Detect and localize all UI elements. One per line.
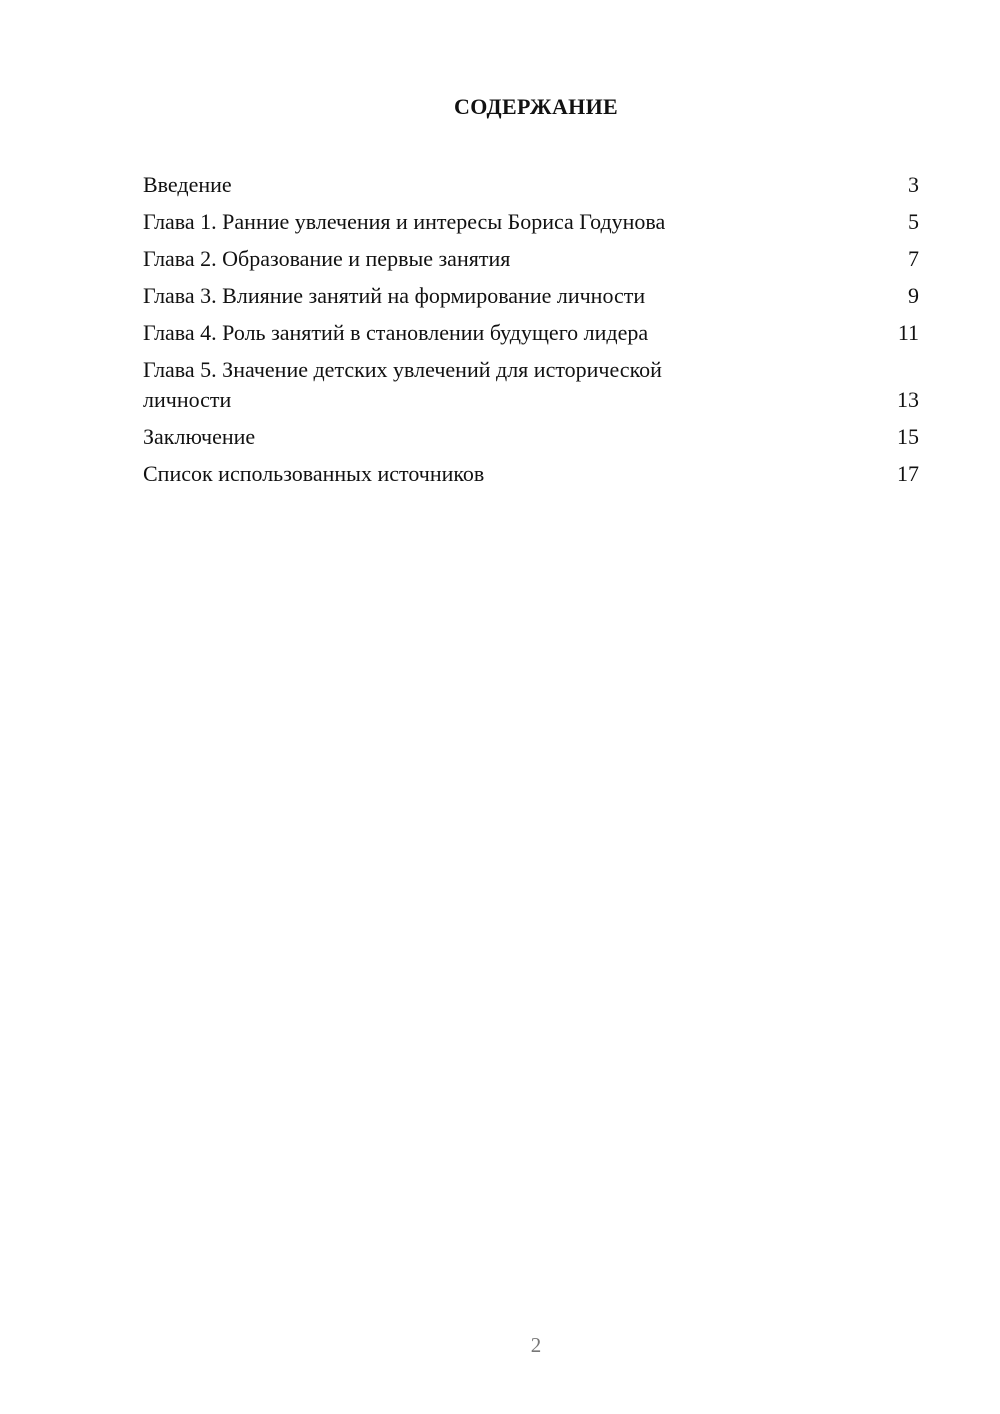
toc-list <box>143 170 919 496</box>
toc-entry-page: 7 <box>908 246 919 271</box>
toc-entry-page: 11 <box>897 320 919 345</box>
toc-entry <box>143 355 919 415</box>
toc-entry-page: 15 <box>897 424 919 449</box>
toc-entry-text: Глава 5. Значение детских увлечений для исторической личности <box>143 357 662 412</box>
toc-entry-text: Глава 3. Влияние занятий на формирование личности <box>143 283 646 308</box>
toc-entry-text: Введение <box>143 172 232 197</box>
toc-entry <box>143 207 919 237</box>
toc-entry-page: 9 <box>908 283 919 308</box>
toc-entry-page: 13 <box>897 387 919 412</box>
toc-entry-page: 17 <box>897 461 919 486</box>
toc-entry <box>143 244 919 274</box>
toc-entry <box>143 422 919 452</box>
page-number: 2 <box>530 1333 542 1357</box>
toc-entry <box>143 459 919 489</box>
toc-entry-page: 5 <box>908 209 919 234</box>
toc-entry <box>143 170 919 200</box>
toc-entry-text: Глава 1. Ранние увлечения и интересы Бориса Годунова <box>143 209 666 234</box>
toc-entry-text: Глава 2. Образование и первые занятия <box>143 246 511 271</box>
toc-entry-text: Список использованных источников <box>143 461 485 486</box>
toc-entry <box>143 318 919 348</box>
toc-entry-text: Заключение <box>143 424 256 449</box>
toc-entry-page: 3 <box>908 172 919 197</box>
toc-entry <box>143 281 919 311</box>
toc-entry-text: Глава 4. Роль занятий в становлении будущего лидера <box>143 320 649 345</box>
toc-title: СОДЕРЖАНИЕ <box>454 94 618 119</box>
